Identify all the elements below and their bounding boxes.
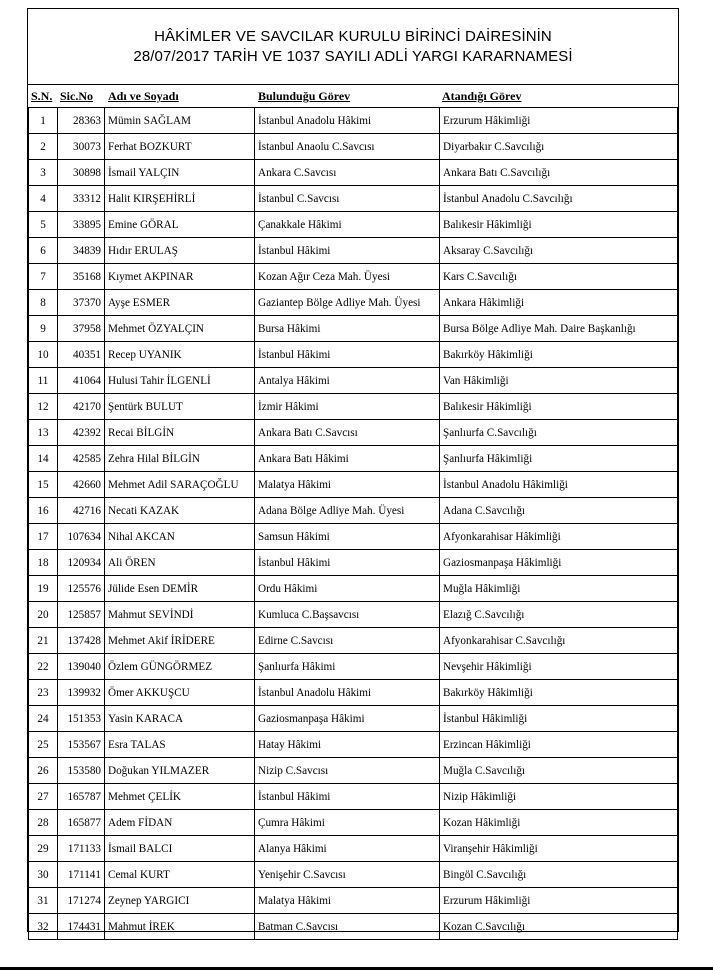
- table-row: [29, 680, 678, 706]
- cell-current-post: İstanbul Hâkimi: [255, 784, 440, 810]
- cell-assigned-post: Ankara Hâkimliği: [440, 290, 678, 316]
- cell-current-post: Bursa Hâkimi: [255, 316, 440, 342]
- title-line-2: 28/07/2017 TARİH VE 1037 SAYILI ADLİ YARGI KARARNAMESİ: [133, 47, 573, 65]
- cell-current-post: Adana Bölge Adliye Mah. Üyesi: [255, 498, 440, 524]
- cell-name: Ömer AKKUŞCU: [105, 680, 255, 706]
- cell-name: Hulusi Tahir İLGENLİ: [105, 368, 255, 394]
- cell-sn: 13: [29, 420, 58, 446]
- cell-sn: 4: [29, 186, 58, 212]
- cell-assigned-post: Diyarbakır C.Savcılığı: [440, 134, 678, 160]
- cell-sn: 17: [29, 524, 58, 550]
- cell-current-post: Çumra Hâkimi: [255, 810, 440, 836]
- table-row: [29, 706, 678, 732]
- cell-sicil: 165787: [58, 784, 105, 810]
- cell-current-post: Ankara Batı Hâkimi: [255, 446, 440, 472]
- cell-sicil: 35168: [58, 264, 105, 290]
- cell-sicil: 37958: [58, 316, 105, 342]
- cell-sicil: 34839: [58, 238, 105, 264]
- column-header-sn: S.N.: [31, 89, 53, 103]
- table-row: [29, 914, 678, 940]
- cell-name: Özlem GÜNGÖRMEZ: [105, 654, 255, 680]
- cell-name: Ferhat BOZKURT: [105, 134, 255, 160]
- cell-name: Jülide Esen DEMİR: [105, 576, 255, 602]
- column-header-assigned-post: Atandığı Görev: [442, 89, 522, 103]
- table-row: [29, 134, 678, 160]
- table-row: [29, 654, 678, 680]
- cell-sn: 10: [29, 342, 58, 368]
- cell-name: Mehmet ÇELİK: [105, 784, 255, 810]
- cell-assigned-post: Muğla Hâkimliği: [440, 576, 678, 602]
- cell-name: İsmail BALCI: [105, 836, 255, 862]
- cell-current-post: Alanya Hâkimi: [255, 836, 440, 862]
- cell-sn: 11: [29, 368, 58, 394]
- cell-sicil: 153567: [58, 732, 105, 758]
- cell-name: Necati KAZAK: [105, 498, 255, 524]
- cell-current-post: Kumluca C.Başsavcısı: [255, 602, 440, 628]
- cell-current-post: Gaziantep Bölge Adliye Mah. Üyesi: [255, 290, 440, 316]
- cell-assigned-post: Şanlıurfa Hâkimliği: [440, 446, 678, 472]
- cell-assigned-post: Bingöl C.Savcılığı: [440, 862, 678, 888]
- cell-name: Mehmet Adil SARAÇOĞLU: [105, 472, 255, 498]
- cell-assigned-post: Nevşehir Hâkimliği: [440, 654, 678, 680]
- column-header-name: Adı ve Soyadı: [108, 89, 179, 103]
- cell-assigned-post: Bakırköy Hâkimliği: [440, 680, 678, 706]
- cell-sicil: 42585: [58, 446, 105, 472]
- cell-sicil: 151353: [58, 706, 105, 732]
- cell-current-post: Malatya Hâkimi: [255, 888, 440, 914]
- cell-assigned-post: Kars C.Savcılığı: [440, 264, 678, 290]
- cell-current-post: İstanbul Hâkimi: [255, 550, 440, 576]
- cell-current-post: İstanbul Anadolu Hâkimi: [255, 108, 440, 134]
- cell-sn: 27: [29, 784, 58, 810]
- cell-sicil: 171133: [58, 836, 105, 862]
- table-row: [29, 602, 678, 628]
- cell-assigned-post: Viranşehir Hâkimliği: [440, 836, 678, 862]
- cell-name: Ayşe ESMER: [105, 290, 255, 316]
- cell-sicil: 139932: [58, 680, 105, 706]
- cell-sn: 25: [29, 732, 58, 758]
- cell-sn: 20: [29, 602, 58, 628]
- cell-assigned-post: Nizip Hâkimliği: [440, 784, 678, 810]
- table-row: [29, 342, 678, 368]
- cell-sicil: 120934: [58, 550, 105, 576]
- cell-name: Halit KIRŞEHİRLİ: [105, 186, 255, 212]
- cell-current-post: Çanakkale Hâkimi: [255, 212, 440, 238]
- cell-current-post: İstanbul Hâkimi: [255, 238, 440, 264]
- cell-name: Zeynep YARGICI: [105, 888, 255, 914]
- cell-assigned-post: Adana C.Savcılığı: [440, 498, 678, 524]
- cell-sn: 31: [29, 888, 58, 914]
- cell-assigned-post: İstanbul Hâkimliği: [440, 706, 678, 732]
- table-row: [29, 316, 678, 342]
- cell-name: Zehra Hilal BİLGİN: [105, 446, 255, 472]
- cell-name: Mahmut SEVİNDİ: [105, 602, 255, 628]
- table-row: [29, 290, 678, 316]
- cell-name: Mahmut İREK: [105, 914, 255, 940]
- cell-assigned-post: İstanbul Anadolu Hâkimliği: [440, 472, 678, 498]
- cell-name: Recai BİLGİN: [105, 420, 255, 446]
- cell-current-post: İstanbul Anaolu C.Savcısı: [255, 134, 440, 160]
- table-row: [29, 576, 678, 602]
- cell-sn: 1: [29, 108, 58, 134]
- table-row: [29, 784, 678, 810]
- cell-sn: 28: [29, 810, 58, 836]
- cell-name: Hıdır ERULAŞ: [105, 238, 255, 264]
- cell-sicil: 107634: [58, 524, 105, 550]
- cell-assigned-post: Afyonkarahisar C.Savcılığı: [440, 628, 678, 654]
- cell-current-post: Hatay Hâkimi: [255, 732, 440, 758]
- cell-current-post: Gaziosmanpaşa Hâkimi: [255, 706, 440, 732]
- cell-assigned-post: Bakırköy Hâkimliği: [440, 342, 678, 368]
- cell-name: Şentürk BULUT: [105, 394, 255, 420]
- cell-current-post: Kozan Ağır Ceza Mah. Üyesi: [255, 264, 440, 290]
- table-row: [29, 628, 678, 654]
- cell-sn: 5: [29, 212, 58, 238]
- cell-sicil: 33312: [58, 186, 105, 212]
- cell-sicil: 42660: [58, 472, 105, 498]
- cell-assigned-post: Balıkesir Hâkimliği: [440, 212, 678, 238]
- cell-sicil: 165877: [58, 810, 105, 836]
- cell-name: Cemal KURT: [105, 862, 255, 888]
- cell-current-post: İzmir Hâkimi: [255, 394, 440, 420]
- cell-sicil: 125576: [58, 576, 105, 602]
- cell-sicil: 42392: [58, 420, 105, 446]
- cell-assigned-post: Ankara Batı C.Savcılığı: [440, 160, 678, 186]
- table-row: [29, 836, 678, 862]
- table-row: [29, 862, 678, 888]
- cell-sn: 12: [29, 394, 58, 420]
- cell-assigned-post: İstanbul Anadolu C.Savcılığı: [440, 186, 678, 212]
- cell-name: Adem FİDAN: [105, 810, 255, 836]
- table-row: [29, 420, 678, 446]
- cell-sicil: 30898: [58, 160, 105, 186]
- cell-sicil: 42716: [58, 498, 105, 524]
- cell-name: Kıymet AKPINAR: [105, 264, 255, 290]
- cell-sicil: 30073: [58, 134, 105, 160]
- cell-sn: 16: [29, 498, 58, 524]
- cell-sicil: 41064: [58, 368, 105, 394]
- cell-name: Mümin SAĞLAM: [105, 108, 255, 134]
- cell-assigned-post: Gaziosmanpaşa Hâkimliği: [440, 550, 678, 576]
- cell-sn: 6: [29, 238, 58, 264]
- cell-sn: 19: [29, 576, 58, 602]
- cell-sicil: 40351: [58, 342, 105, 368]
- page-bottom-rule: [0, 967, 713, 970]
- cell-assigned-post: Elazığ C.Savcılığı: [440, 602, 678, 628]
- cell-sicil: 174431: [58, 914, 105, 940]
- cell-sn: 29: [29, 836, 58, 862]
- cell-assigned-post: Erzurum Hâkimliği: [440, 108, 678, 134]
- cell-sn: 18: [29, 550, 58, 576]
- cell-assigned-post: Afyonkarahisar Hâkimliği: [440, 524, 678, 550]
- cell-sicil: 33895: [58, 212, 105, 238]
- cell-name: Mehmet Akif İRİDERE: [105, 628, 255, 654]
- cell-current-post: Edirne C.Savcısı: [255, 628, 440, 654]
- table-row: [29, 810, 678, 836]
- table-row: [29, 550, 678, 576]
- cell-sicil: 37370: [58, 290, 105, 316]
- cell-current-post: Samsun Hâkimi: [255, 524, 440, 550]
- cell-current-post: Batman C.Savcısı: [255, 914, 440, 940]
- cell-name: İsmail YALÇIN: [105, 160, 255, 186]
- cell-assigned-post: Erzincan Hâkimliği: [440, 732, 678, 758]
- cell-name: Yasin KARACA: [105, 706, 255, 732]
- table-row: [29, 186, 678, 212]
- cell-name: Ali ÖREN: [105, 550, 255, 576]
- cell-current-post: Yenişehir C.Savcısı: [255, 862, 440, 888]
- cell-assigned-post: Aksaray C.Savcılığı: [440, 238, 678, 264]
- cell-name: Emine GÖRAL: [105, 212, 255, 238]
- cell-current-post: Ordu Hâkimi: [255, 576, 440, 602]
- table-row: [29, 524, 678, 550]
- cell-sn: 24: [29, 706, 58, 732]
- decree-document: [27, 8, 679, 932]
- cell-current-post: Ankara C.Savcısı: [255, 160, 440, 186]
- cell-name: Esra TALAS: [105, 732, 255, 758]
- cell-sicil: 171274: [58, 888, 105, 914]
- table-row: [29, 888, 678, 914]
- cell-assigned-post: Kozan Hâkimliği: [440, 810, 678, 836]
- cell-sn: 9: [29, 316, 58, 342]
- table-row: [29, 732, 678, 758]
- cell-current-post: Şanlıurfa Hâkimi: [255, 654, 440, 680]
- cell-assigned-post: Muğla C.Savcılığı: [440, 758, 678, 784]
- table-row: [29, 238, 678, 264]
- cell-sn: 14: [29, 446, 58, 472]
- cell-sn: 8: [29, 290, 58, 316]
- cell-name: Doğukan YILMAZER: [105, 758, 255, 784]
- table-body: [29, 108, 678, 940]
- table-row: [29, 264, 678, 290]
- cell-sicil: 125857: [58, 602, 105, 628]
- cell-current-post: Antalya Hâkimi: [255, 368, 440, 394]
- cell-sn: 21: [29, 628, 58, 654]
- cell-sn: 32: [29, 914, 58, 940]
- cell-name: Mehmet ÖZYALÇIN: [105, 316, 255, 342]
- cell-assigned-post: Balıkesir Hâkimliği: [440, 394, 678, 420]
- cell-sicil: 42170: [58, 394, 105, 420]
- cell-sn: 23: [29, 680, 58, 706]
- cell-sicil: 153580: [58, 758, 105, 784]
- cell-sicil: 139040: [58, 654, 105, 680]
- table-row: [29, 498, 678, 524]
- cell-assigned-post: Şanlıurfa C.Savcılığı: [440, 420, 678, 446]
- cell-current-post: İstanbul Anadolu Hâkimi: [255, 680, 440, 706]
- cell-sn: 30: [29, 862, 58, 888]
- table-row: [29, 160, 678, 186]
- cell-assigned-post: Van Hâkimliği: [440, 368, 678, 394]
- cell-sicil: 28363: [58, 108, 105, 134]
- cell-current-post: Nizip C.Savcısı: [255, 758, 440, 784]
- cell-current-post: Ankara Batı C.Savcısı: [255, 420, 440, 446]
- table-row: [29, 758, 678, 784]
- cell-assigned-post: Kozan C.Savcılığı: [440, 914, 678, 940]
- table-row: [29, 212, 678, 238]
- cell-sn: 15: [29, 472, 58, 498]
- table-row: [29, 472, 678, 498]
- cell-assigned-post: Erzurum Hâkimliği: [440, 888, 678, 914]
- table-row: [29, 446, 678, 472]
- table-row: [29, 394, 678, 420]
- cell-sicil: 171141: [58, 862, 105, 888]
- cell-sn: 26: [29, 758, 58, 784]
- table-row: [29, 108, 678, 134]
- table-row: [29, 368, 678, 394]
- assignment-table: [28, 107, 678, 940]
- cell-current-post: İstanbul Hâkimi: [255, 342, 440, 368]
- cell-sn: 2: [29, 134, 58, 160]
- cell-sn: 3: [29, 160, 58, 186]
- cell-sicil: 137428: [58, 628, 105, 654]
- column-header-current-post: Bulunduğu Görev: [258, 89, 351, 103]
- cell-sn: 7: [29, 264, 58, 290]
- cell-assigned-post: Bursa Bölge Adliye Mah. Daire Başkanlığı: [440, 316, 678, 342]
- document-header: [28, 9, 678, 85]
- cell-current-post: İstanbul C.Savcısı: [255, 186, 440, 212]
- cell-current-post: Malatya Hâkimi: [255, 472, 440, 498]
- column-header-sicil: Sic.No: [60, 89, 93, 103]
- cell-sn: 22: [29, 654, 58, 680]
- cell-name: Nihal AKCAN: [105, 524, 255, 550]
- cell-name: Recep UYANIK: [105, 342, 255, 368]
- title-line-1: HÂKİMLER VE SAVCILAR KURULU BİRİNCİ DAİRESİNİN: [154, 27, 552, 45]
